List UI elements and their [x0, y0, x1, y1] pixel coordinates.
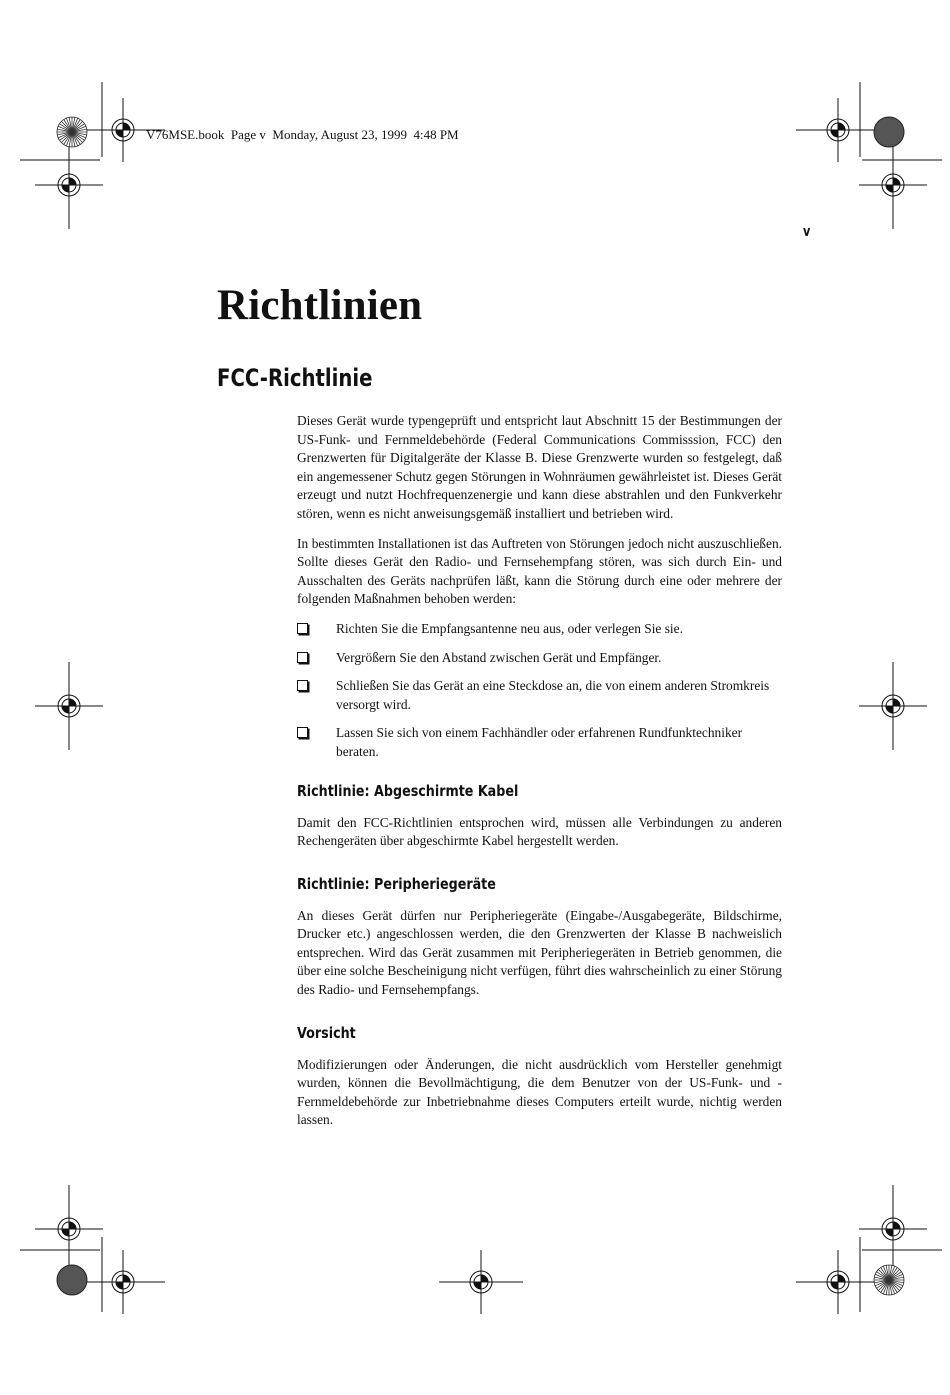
- book-header-line: V76MSE.book Page v Monday, August 23, 1999 4:48 PM: [146, 127, 459, 142]
- checkbox-icon: [297, 680, 308, 691]
- page-title: Richtlinien: [217, 282, 423, 329]
- paragraph: Damit den FCC-Richtlinien entsprochen wird, müssen alle Verbindungen zu anderen Rechengeräten über abgeschirmte Kabel hergestellt werden.: [297, 814, 782, 849]
- list-item: [297, 620, 782, 639]
- list-item-text: Vergrößern Sie den Abstand zwischen Gerät und Empfänger.: [336, 649, 662, 665]
- list-item-text: Schließen Sie das Gerät an eine Steckdose an, die von einem anderen Stromkreis versorgt wird.: [336, 678, 770, 712]
- subsection-heading: Richtlinie: Abgeschirmte Kabel: [297, 781, 519, 800]
- measures-list: [297, 620, 782, 762]
- list-item: [297, 677, 782, 714]
- checkbox-icon: [297, 623, 308, 634]
- page-number: v: [803, 224, 811, 240]
- checkbox-icon: [297, 652, 308, 663]
- list-item: [297, 649, 782, 668]
- paragraph: Modifizierungen oder Änderungen, die nicht ausdrücklich vom Hersteller genehmigt wurden, können die Bevollmächtigung, die dem Benutzer von der US-Funk- und -Fernmeldebehörde zur Inbetriebnahme dieses Computers erteilt wurde, nichtig werden lassen.: [297, 1056, 782, 1128]
- paragraph: In bestimmten Installationen ist das Auftreten von Störungen jedoch nicht auszuschließen. Sollte dieses Gerät den Radio- und Fernsehempfang stören, was sich durch Ein- und Ausschalten des Geräts nachprüfen läßt, kann die Störung durch eine oder mehrere der folgenden Maßnahmen behoben werden:: [297, 535, 782, 607]
- checkbox-icon: [297, 727, 308, 738]
- list-item-text: Lassen Sie sich von einem Fachhändler oder erfahrenen Rundfunktechniker beraten.: [336, 725, 743, 759]
- paragraph: An dieses Gerät dürfen nur Peripheriegeräte (Eingabe-/Ausgabegeräte, Bildschirme, Drucker etc.) angeschlossen werden, die den Grenzwerten der Klasse B nachweislich entsprechen. Wird das Gerät zusammen mit Peripheriegeräten in Betrieb genommen, die über eine solche Bescheinigung nicht verfügen, führt dies wahrscheinlich zu einer Störung des Radio- und Fernsehempfangs.: [297, 907, 782, 998]
- section-heading: FCC-Richtlinie: [217, 364, 373, 392]
- list-item: [297, 724, 782, 761]
- subsection-heading: Richtlinie: Peripheriegeräte: [297, 874, 496, 893]
- body-text: [297, 412, 782, 1141]
- paragraph: Dieses Gerät wurde typengeprüft und entspricht laut Abschnitt 15 der Bestimmungen der US-Funk- und Fernmeldebehörde (Federal Communications Commisssion, FCC) den Grenzwerten für Digitalgeräte der Klasse B. Diese Grenzwerte wurden so festgelegt, daß ein angemessener Schutz gegen Störungen in Wohnräumen gewährleistet ist. Dieses Gerät erzeugt und nutzt Hochfrequenzenergie und kann diese abstrahlen und den Funkverkehr stören, wenn es nicht anweisungsgemäß installiert und betrieben wird.: [297, 413, 782, 521]
- subsection-heading: Vorsicht: [297, 1023, 356, 1042]
- list-item-text: Richten Sie die Empfangsantenne neu aus, oder verlegen Sie sie.: [336, 620, 683, 636]
